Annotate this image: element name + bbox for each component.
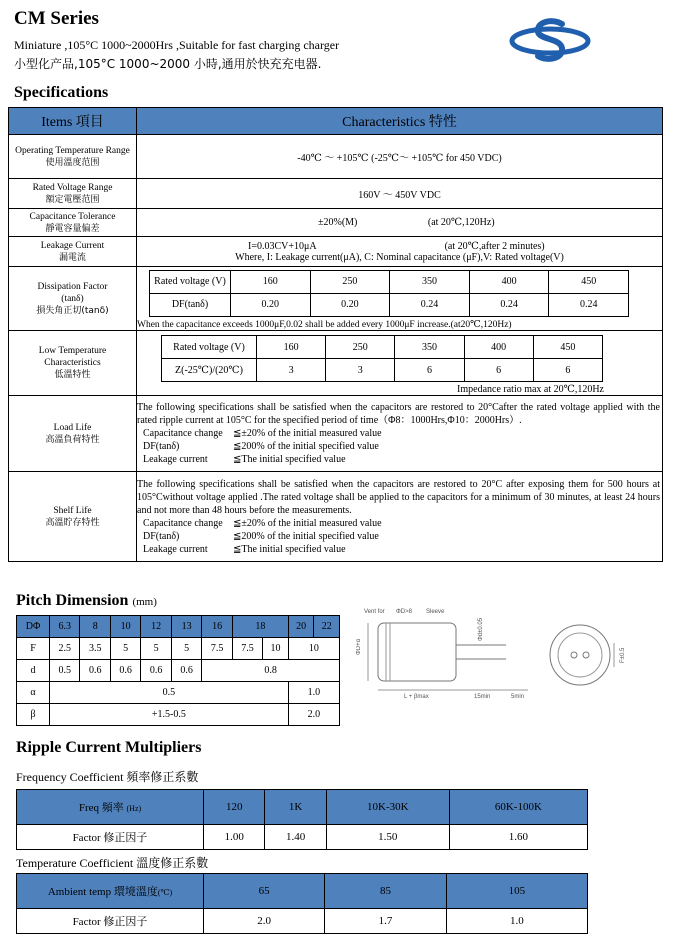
- lead-diameter-label: Φd±0.05: [478, 617, 484, 641]
- cap-tol-label: Capacitance Tolerance 靜電容量偏差: [9, 209, 137, 237]
- frequency-table: Freq 頻率 (Hz) 120 1K 10K-30K 60K-100K Factor 修正因子 1.00 1.40 1.50 1.60: [16, 789, 588, 850]
- ripple-heading: Ripple Current Multipliers: [16, 739, 202, 756]
- pitch-heading: Pitch Dimension (mm): [16, 592, 157, 609]
- op-temp-label: Operating Temperature Range 使用溫度范围: [9, 135, 137, 179]
- pitch-table: DΦ 6.3 8 10 12 13 16 18 20 22 F 2.5 3.5 5 5 5 7.5 7.5 10 10 d 0.5 0.6 0.6 0.6 0.6 0.8 α 0.5 1.0 β +1.5-0.5 2.0: [16, 615, 340, 726]
- df-table: Rated voltage (V) 160 250 350 400 450 DF(tanδ) 0.20 0.20 0.24 0.24 0.24: [149, 270, 629, 317]
- freq-title: Frequency Coefficient 頻率修正系數: [16, 770, 199, 784]
- company-logo: [508, 16, 592, 66]
- df-label: Dissipation Factor (tanδ) 損失角正切(tanδ): [9, 267, 137, 331]
- lead-length-label: 15min: [474, 694, 491, 700]
- length-label: L + βmax: [404, 694, 429, 700]
- items-header: Items 項目: [9, 108, 137, 135]
- series-title: CM Series: [14, 8, 99, 29]
- vent-label: Vent for: [364, 609, 385, 615]
- subtitle-cn: 小型化产品,105°C 1000~2000 小時,通用於快充充电器.: [14, 57, 322, 71]
- characteristics-header: Characteristics 特性: [137, 108, 663, 135]
- temperature-table: Ambient temp 環境溫度(℃) 65 85 105 Factor 修正因子 2.0 1.7 1.0: [16, 873, 588, 934]
- shelf-life-value: The following specifications shall be satisfied when the capacitors are restored to 20°C after exposing them for 500 hours at 105°Cwithout voltage applied .The rated voltage shall be applied to the capacitors for a minimum of 30 minutes, at least 24 hours and not more than 48 hours before the measurements. Capacitance change ≦±20% of the initial measured value DF(tanδ) ≦200% of the initial specified value Leakage current ≦The initial specified value: [137, 472, 663, 562]
- leakage-label: Leakage Current 漏電流: [9, 237, 137, 267]
- pitch-label: F±0.5: [620, 647, 626, 663]
- leakage-value: I=0.03CV+10μA (at 20℃,after 2 minutes) Where, I: Leakage current(μA), C: Nominal capacitance (μF),V: Rated voltage(V): [137, 237, 663, 267]
- rated-voltage-label: Rated Voltage Range 額定電壓范围: [9, 179, 137, 209]
- temp-title: Temperature Coefficient 溫度修正系數: [16, 856, 209, 870]
- specifications-table: [8, 107, 663, 562]
- min5-label: 5min: [511, 694, 525, 700]
- temp-label: Ambient temp 環境溫度(℃): [17, 874, 204, 909]
- low-temp-cell: [137, 331, 663, 396]
- freq-label: Freq 頻率 (Hz): [17, 790, 204, 825]
- load-life-label: Load Life 高溫負荷特性: [9, 396, 137, 472]
- diameter-label: ΦD+α: [356, 638, 362, 655]
- vent-dim-label: ΦD>8: [396, 609, 412, 615]
- sleeve-label: Sleeve: [426, 609, 445, 615]
- load-life-value: The following specifications shall be satisfied when the capacitors are restored to 20°Cafter the rated voltage applied with the rated ripple current at 105°C for the specified period of time（Φ8：1000Hrs,Φ10：2000Hrs）. Capacitance change ≦±20% of the initial measured value DF(tanδ) ≦200% of the initial specified value Leakage current ≦The initial specified value: [137, 396, 663, 472]
- op-temp-value: -40℃ ～ +105℃ (-25℃～ +105℃ for 450 VDC): [137, 135, 663, 179]
- rated-voltage-value: 160V ～ 450V VDC: [137, 179, 663, 209]
- low-temp-label: Low Temperature Characteristics 低溫特性: [9, 331, 137, 396]
- low-temp-table: Rated voltage (V) 160 250 350 400 450 Z(-25℃)/(20℃) 3 3 6 6 6: [161, 335, 603, 382]
- df-cell: [137, 267, 663, 331]
- df-note: When the capacitance exceeds 1000μF,0.02 shall be added every 1000μF increase.(at20℃,120Hz): [137, 319, 512, 330]
- dimension-drawing: [356, 605, 636, 710]
- subtitle-en: Miniature ,105°C 1000~2000Hrs ,Suitable for fast charging charger: [14, 38, 340, 52]
- shelf-life-label: Shelf Life 高溫貯存特性: [9, 472, 137, 562]
- specifications-heading: Specifications: [14, 84, 109, 101]
- low-temp-note: Impedance ratio max at 20℃,120Hz: [457, 384, 604, 395]
- cap-tol-value: ±20%(M) (at 20℃,120Hz): [137, 209, 663, 237]
